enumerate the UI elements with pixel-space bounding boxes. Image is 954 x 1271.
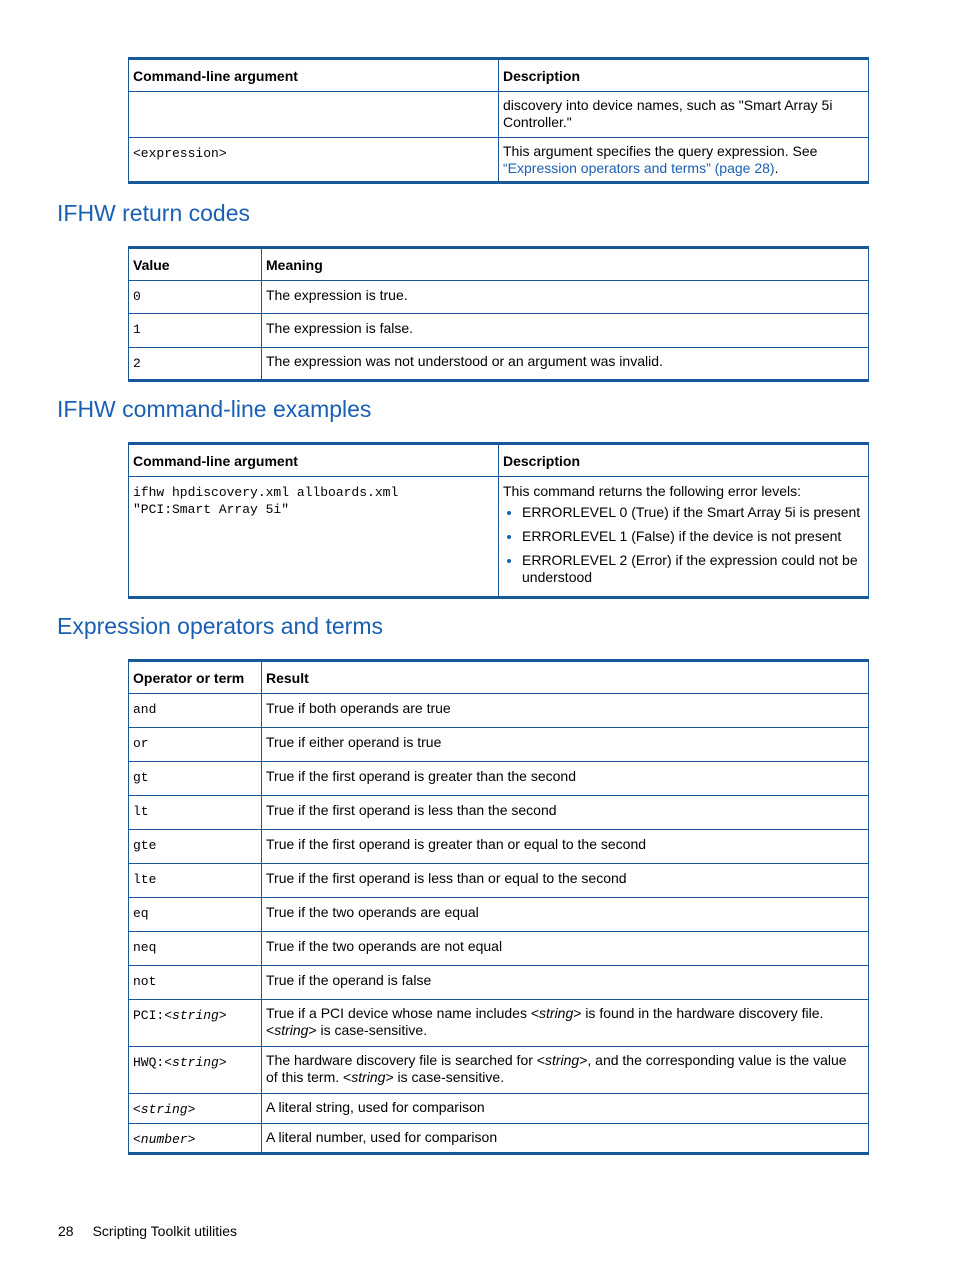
table-row: [129, 477, 869, 598]
argument-code: <expression>: [133, 146, 227, 161]
operator-cell: [129, 966, 262, 1000]
section-heading-expression-operators: Expression operators and terms: [57, 613, 383, 639]
operator-code: or: [133, 736, 149, 751]
value-cell: [129, 281, 262, 314]
result-cell: A literal number, used for comparison: [262, 1124, 869, 1154]
operator-code: eq: [133, 906, 149, 921]
column-header: Value: [129, 248, 262, 281]
argument-cell: [129, 92, 499, 138]
operator-code: not: [133, 974, 157, 989]
result-line2: [266, 1022, 864, 1039]
list-item: • ERRORLEVEL 1 (False) if the device is not present: [522, 528, 864, 545]
operator-variable: <string>: [164, 1008, 227, 1023]
operator-code: <string>: [133, 1102, 196, 1117]
operator-cell: [129, 1047, 262, 1094]
table-row: [129, 348, 869, 381]
operator-cell: [129, 694, 262, 728]
return-codes-table: [128, 246, 869, 382]
table-row: [129, 92, 869, 138]
table-row: [129, 796, 869, 830]
result-cell: True if the two operands are not equal: [262, 932, 869, 966]
table-row: [129, 830, 869, 864]
value-code: 1: [133, 322, 141, 337]
operator-code: lt: [133, 804, 149, 819]
operator-code: gte: [133, 838, 157, 853]
table-row: [129, 932, 869, 966]
result-cell: True if the first operand is greater than or equal to the second: [262, 830, 869, 864]
example-command-line1: ifhw hpdiscovery.xml allboards.xml: [133, 485, 399, 500]
table-header-row: [129, 444, 869, 477]
table-row: [129, 1094, 869, 1124]
example-command-line2: "PCI:Smart Array 5i": [133, 502, 290, 517]
operator-cell: [129, 1124, 262, 1154]
result-cell: True if the operand is false: [262, 966, 869, 1000]
list-item: • ERRORLEVEL 2 (Error) if the expression could not be understood: [522, 552, 864, 586]
description-cell: [499, 477, 869, 598]
error-level-list: [503, 504, 864, 586]
result-line1: [266, 1005, 864, 1022]
result-cell: A literal string, used for comparison: [262, 1094, 869, 1124]
operator-variable: <string>: [164, 1055, 227, 1070]
expression-operators-link[interactable]: “Expression operators and terms” (page 28): [503, 160, 775, 176]
operator-code: neq: [133, 940, 157, 955]
column-header: Description: [499, 59, 869, 92]
result-text: > is case-sensitive.: [385, 1069, 505, 1085]
argument-table-continued: [128, 57, 869, 184]
page-number: 28: [58, 1223, 74, 1239]
operator-code: PCI:: [133, 1008, 165, 1023]
operator-cell: [129, 898, 262, 932]
result-cell: [262, 1047, 869, 1094]
column-header: Command-line argument: [129, 59, 499, 92]
result-line1: [266, 1052, 864, 1069]
meaning-cell: The expression is false.: [262, 314, 869, 348]
section-heading-command-line-examples: IFHW command-line examples: [57, 396, 372, 422]
page-footer: [58, 1223, 237, 1239]
result-text: The hardware discovery file is searched for <: [266, 1052, 545, 1068]
argument-cell: [129, 138, 499, 183]
table-row: [129, 864, 869, 898]
description-suffix: .: [774, 160, 779, 176]
operator-code: gt: [133, 770, 149, 785]
operator-cell: [129, 932, 262, 966]
result-line2: [266, 1069, 864, 1086]
table-header-row: [129, 59, 869, 92]
table-row: [129, 281, 869, 314]
table-header-row: [129, 661, 869, 694]
result-variable: string: [274, 1022, 309, 1038]
operator-cell: [129, 1000, 262, 1047]
table-header-row: [129, 248, 869, 281]
value-code: 0: [133, 289, 141, 304]
result-text: of this term. <: [266, 1069, 352, 1085]
examples-table: [128, 442, 869, 599]
operator-cell: [129, 796, 262, 830]
column-header: Description: [499, 444, 869, 477]
argument-cell: [129, 477, 499, 598]
table-row: [129, 1000, 869, 1047]
value-cell: [129, 314, 262, 348]
result-text: >, and the corresponding value is the value: [579, 1052, 847, 1068]
section-heading-return-codes: IFHW return codes: [57, 200, 250, 226]
result-cell: True if both operands are true: [262, 694, 869, 728]
operator-code: <number>: [133, 1132, 196, 1147]
description-intro: This command returns the following error levels:: [503, 483, 802, 499]
table-row: [129, 1124, 869, 1154]
result-text: <: [266, 1022, 275, 1038]
result-variable: string: [544, 1052, 580, 1068]
column-header: Result: [262, 661, 869, 694]
table-row: [129, 762, 869, 796]
result-variable: string: [351, 1069, 386, 1085]
operator-code: lte: [133, 872, 157, 887]
table-row: [129, 898, 869, 932]
operator-cell: [129, 830, 262, 864]
column-header: Operator or term: [129, 661, 262, 694]
operators-table: [128, 659, 869, 1155]
operator-cell: [129, 1094, 262, 1124]
value-cell: [129, 348, 262, 381]
list-item: • ERRORLEVEL 0 (True) if the Smart Array 5i is present: [522, 504, 864, 521]
result-text: > is case-sensitive.: [308, 1022, 428, 1038]
footer-chapter-title: Scripting Toolkit utilities: [92, 1223, 238, 1239]
meaning-cell: The expression is true.: [262, 281, 869, 314]
operator-cell: [129, 728, 262, 762]
table-row: [129, 1047, 869, 1094]
result-variable: string: [539, 1005, 574, 1021]
result-text: > is found in the hardware discovery file.: [573, 1005, 824, 1021]
column-header: Command-line argument: [129, 444, 499, 477]
result-cell: True if the first operand is less than the second: [262, 796, 869, 830]
table-row: [129, 694, 869, 728]
result-cell: [262, 1000, 869, 1047]
description-text: discovery into device names, such as "Smart Array 5i Controller.": [503, 97, 833, 130]
result-cell: True if the first operand is greater than the second: [262, 762, 869, 796]
description-cell: [499, 92, 869, 138]
table-row: [129, 138, 869, 183]
operator-code: HWQ:: [133, 1055, 165, 1070]
result-cell: True if either operand is true: [262, 728, 869, 762]
description-text: This argument specifies the query expression. See: [503, 143, 818, 159]
meaning-cell: The expression was not understood or an argument was invalid.: [262, 348, 869, 381]
table-row: [129, 966, 869, 1000]
column-header: Meaning: [262, 248, 869, 281]
table-row: [129, 728, 869, 762]
result-cell: True if the first operand is less than or equal to the second: [262, 864, 869, 898]
table-row: [129, 314, 869, 348]
operator-cell: [129, 864, 262, 898]
value-code: 2: [133, 356, 141, 371]
operator-cell: [129, 762, 262, 796]
result-text: True if a PCI device whose name includes <: [266, 1005, 540, 1021]
operator-code: and: [133, 702, 157, 717]
description-cell: [499, 138, 869, 183]
result-cell: True if the two operands are equal: [262, 898, 869, 932]
